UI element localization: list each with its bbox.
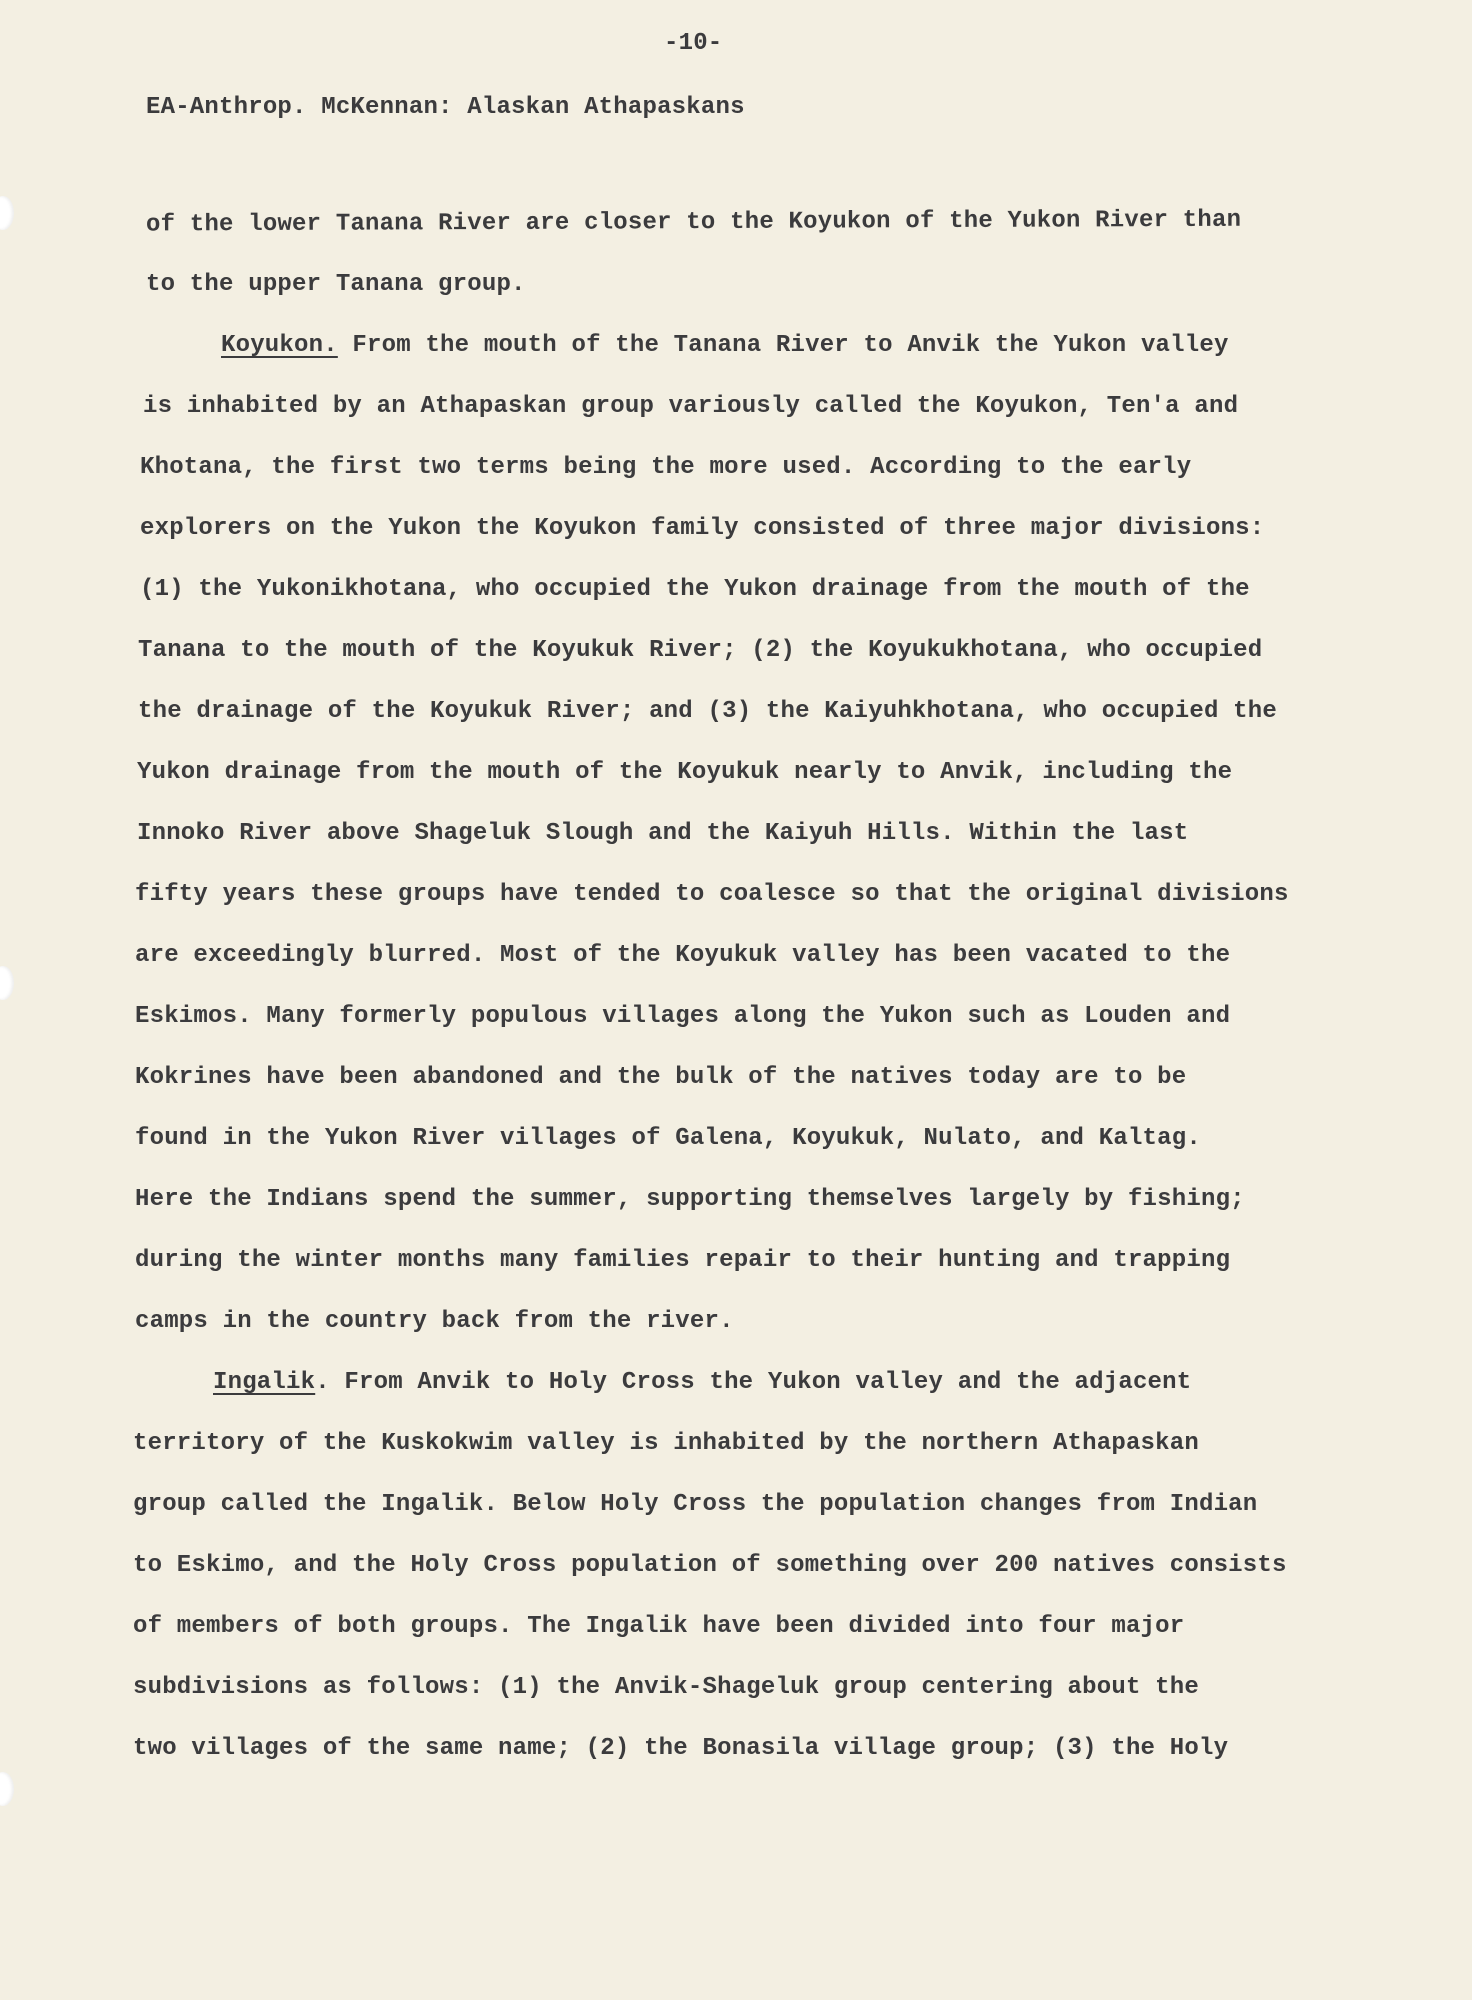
- text-line: of members of both groups. The Ingalik have been divided into four major: [133, 1613, 1185, 1640]
- running-header: EA-Anthrop. McKennan: Alaskan Athapaskans: [146, 94, 745, 121]
- text-line: is inhabited by an Athapaskan group variously called the Koyukon, Ten'a and: [143, 393, 1239, 420]
- text-line: two villages of the same name; (2) the Bonasila village group; (3) the Holy: [133, 1735, 1229, 1762]
- text-line: to the upper Tanana group.: [146, 271, 526, 298]
- text-line: of the lower Tanana River are closer to the Koyukon of the Yukon River than: [145, 206, 1242, 239]
- text-line: Tanana to the mouth of the Koyukuk River; (2) the Koyukukhotana, who occupied: [138, 637, 1263, 664]
- paragraph-first-line: [213, 1369, 1191, 1396]
- text-span: From the mouth of the Tanana River to Anvik the Yukon valley: [337, 332, 1229, 359]
- text-line: (1) the Yukonikhotana, who occupied the Yukon drainage from the mouth of the: [140, 576, 1250, 603]
- text-span: . From Anvik to Holy Cross the Yukon valley and the adjacent: [315, 1369, 1192, 1396]
- text-line: Khotana, the first two terms being the more used. According to the early: [140, 454, 1192, 481]
- text-line: Here the Indians spend the summer, supporting themselves largely by fishing;: [135, 1186, 1245, 1213]
- section-heading-koyukon: Koyukon.: [221, 332, 338, 359]
- text-line: group called the Ingalik. Below Holy Cross the population changes from Indian: [133, 1491, 1258, 1518]
- text-line: Kokrines have been abandoned and the bulk of the natives today are to be: [135, 1064, 1187, 1091]
- punch-hole: [0, 966, 14, 1000]
- text-line: the drainage of the Koyukuk River; and (3) the Kaiyuhkhotana, who occupied the: [138, 698, 1277, 725]
- text-line: to Eskimo, and the Holy Cross population of something over 200 natives consists: [133, 1552, 1287, 1579]
- text-line: subdivisions as follows: (1) the Anvik-Shageluk group centering about the: [133, 1674, 1199, 1701]
- text-line: explorers on the Yukon the Koyukon family consisted of three major divisions:: [140, 515, 1265, 542]
- text-line: fifty years these groups have tended to coalesce so that the original divisions: [135, 881, 1289, 908]
- page-number: -10-: [664, 30, 723, 57]
- text-line: Yukon drainage from the mouth of the Koyukuk nearly to Anvik, including the: [137, 759, 1233, 786]
- text-line: found in the Yukon River villages of Galena, Koyukuk, Nulato, and Kaltag.: [135, 1125, 1201, 1152]
- text-line: are exceedingly blurred. Most of the Koyukuk valley has been vacated to the: [135, 942, 1231, 969]
- punch-hole: [0, 196, 14, 230]
- text-line: camps in the country back from the river.: [135, 1308, 734, 1335]
- text-line: Innoko River above Shageluk Slough and the Kaiyuh Hills. Within the last: [137, 820, 1189, 847]
- section-heading-ingalik: Ingalik: [213, 1369, 316, 1396]
- text-line: Eskimos. Many formerly populous villages along the Yukon such as Louden and: [135, 1003, 1231, 1030]
- paragraph-first-line: [221, 332, 1229, 359]
- text-line: during the winter months many families repair to their hunting and trapping: [135, 1247, 1231, 1274]
- text-line: territory of the Kuskokwim valley is inhabited by the northern Athapaskan: [133, 1430, 1199, 1457]
- punch-hole: [0, 1772, 14, 1806]
